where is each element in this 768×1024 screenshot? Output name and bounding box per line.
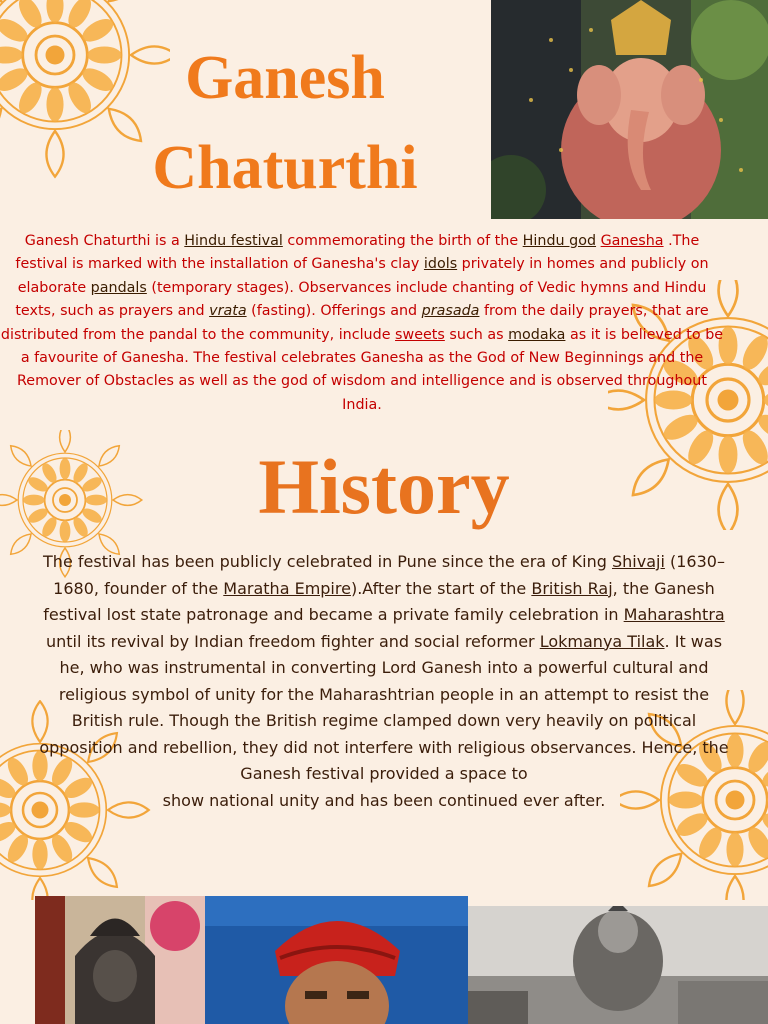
- link-shivaji[interactable]: Shivaji: [612, 552, 665, 571]
- history-paragraph: [38, 549, 730, 814]
- page-title-line-1: Ganesh: [185, 44, 385, 112]
- history-text: The festival has been publicly celebrated in Pune since the era of King: [43, 552, 612, 571]
- intro-text: (fasting). Offerings and: [246, 303, 422, 320]
- intro-text: as it is believed to be a favourite of Ganesha. The festival celebrates Ganesha as the God of New Beginnings and the Remover of Obstacles as well as the god of wisdom and intelligence and is observed throughout India.: [17, 326, 724, 413]
- link-sweets[interactable]: sweets: [395, 326, 445, 343]
- link-british-raj[interactable]: British Raj: [531, 578, 613, 598]
- intro-text: such as: [444, 326, 509, 343]
- history-heading: History: [258, 443, 510, 530]
- shivaji-statue-photo: [35, 896, 205, 1024]
- historic-ganesh-procession-photo: [468, 906, 768, 1024]
- history-text: ).After the start of the: [350, 578, 532, 598]
- page-title-line-2: Chaturthi: [152, 134, 418, 202]
- link-prasada[interactable]: prasada: [421, 303, 480, 320]
- history-text: (1630–1680, founder of the: [53, 552, 725, 598]
- history-text: , the Ganesh festival lost state patronage and became a private family celebration in: [43, 578, 715, 624]
- link-hindu-god[interactable]: Hindu god: [522, 233, 597, 249]
- history-text: until its revival by Indian freedom fighter and social reformer: [45, 631, 540, 651]
- intro-text: (temporary stages). Observances include chanting of Vedic hymns and Hindu texts, such as prayers and: [15, 279, 707, 320]
- intro-text: Ganesh Chaturthi is a: [24, 233, 185, 249]
- lokmanya-tilak-portrait-photo: [205, 896, 468, 1024]
- intro-text: commemorating the birth of the: [282, 233, 523, 249]
- link-modaka[interactable]: modaka: [508, 326, 566, 343]
- link-vrata[interactable]: vrata: [209, 303, 247, 320]
- link-hindu-festival[interactable]: Hindu festival: [184, 233, 283, 249]
- intro-text: from the daily prayers, that are distributed from the pandal to the community, include: [0, 303, 709, 343]
- intro-text: .The festival is marked with the installation of Ganesha's clay: [15, 233, 700, 273]
- intro-paragraph: [0, 230, 724, 417]
- intro-text: privately in homes and publicly on elaborate: [17, 256, 709, 296]
- link-maharashtra[interactable]: Maharashtra: [623, 605, 725, 624]
- history-text: show national unity and has been continued ever after.: [162, 790, 606, 810]
- link-lokmanya-tilak[interactable]: Lokmanya Tilak: [539, 631, 665, 651]
- link-pandals[interactable]: pandals: [90, 279, 147, 296]
- ganesha-idol-photo: [491, 0, 768, 219]
- link-ganesha[interactable]: Ganesha: [600, 233, 664, 249]
- link-maratha-empire[interactable]: Maratha Empire: [223, 578, 351, 598]
- link-idols[interactable]: idols: [423, 256, 458, 273]
- history-text: . It was he, who was instrumental in converting Lord Ganesh into a powerful cultural and religious symbol of unity for the Maharashtrian people in an attempt to resist the British rule. Though the British regime clamped down very heavily on political opposition and rebellion, they did not interfere with religious observances. Hence, the Ganesh festival provided a space to: [39, 631, 729, 783]
